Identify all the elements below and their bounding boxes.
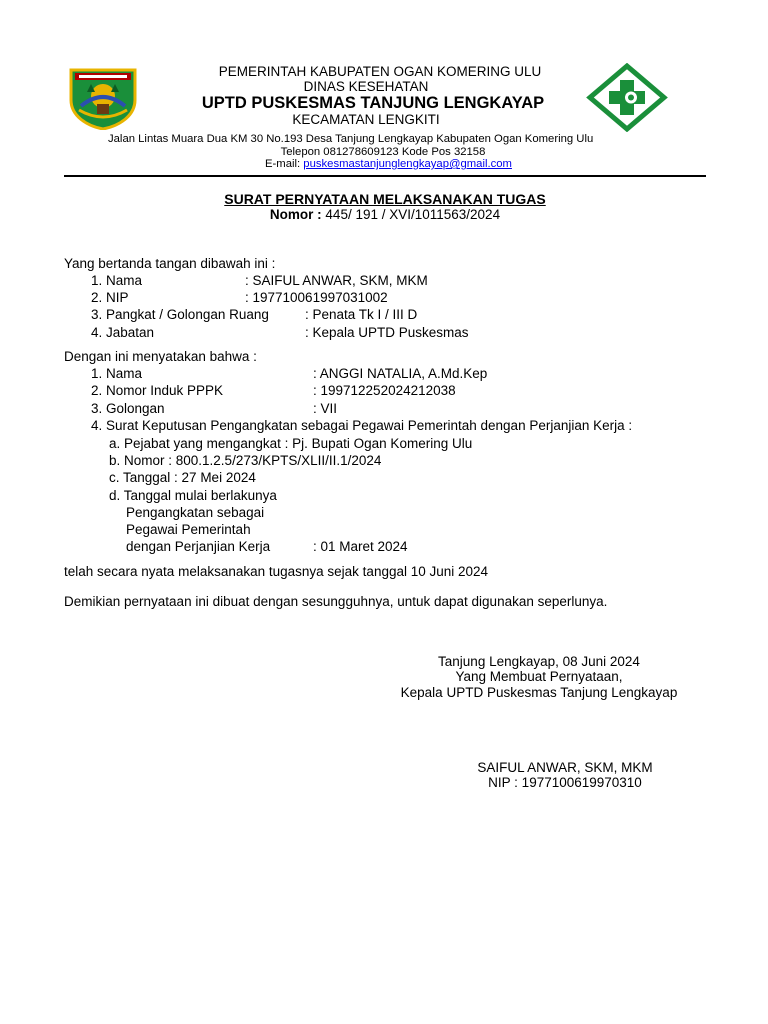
decree-effective-value: : 01 Maret 2024 (313, 539, 408, 554)
employee-grade-value: : VII (313, 401, 338, 416)
header-email-line (265, 158, 512, 171)
document-title: SURAT PERNYATAAN MELAKSANAKAN TUGAS (224, 191, 546, 207)
header-institution-title: UPTD PUSKESMAS TANJUNG LENGKAYAP (201, 94, 545, 112)
regency-crest-logo (67, 66, 139, 130)
decree-heading: 4. Surat Keputusan Pengangkatan sebagai Pegawai Pemerintah dengan Perjanjian Kerja : (91, 418, 633, 433)
nomor-value: 445/ 191 / XVI/1011563/2024 (325, 207, 501, 222)
decree-official: a. Pejabat yang mengangkat : Pj. Bupati Ogan Komering Ulu (109, 436, 473, 451)
employee-pppk-label: 2. Nomor Induk PPPK (91, 383, 224, 398)
signer-intro: Yang bertanda tangan dibawah ini : (64, 256, 276, 271)
puskesmas-logo (585, 63, 669, 132)
signer-nip-value: : 197710061997031002 (245, 290, 388, 305)
signer-name-label: 1. Nama (91, 273, 143, 288)
employee-grade-label: 3. Golongan (91, 401, 165, 416)
employee-name-label: 1. Nama (91, 366, 143, 381)
decree-number: b. Nomor : 800.1.2.5/273/KPTS/XLII/II.1/2024 (109, 453, 382, 468)
signature-role-line2: Kepala UPTD Puskesmas Tanjung Lengkayap (400, 685, 678, 700)
signer-position-label: 4. Jabatan (91, 325, 155, 340)
header-subdistrict: KECAMATAN LENGKITI (292, 112, 440, 127)
signatory-nip: NIP : 1977100619970310 (488, 775, 642, 790)
header-government: PEMERINTAH KABUPATEN OGAN KOMERING ULU (218, 64, 542, 79)
employee-name-value: : ANGGI NATALIA, A.Md.Kep (313, 366, 488, 381)
decree-effective-line4: dengan Perjanjian Kerja (126, 539, 271, 554)
letterhead-divider (64, 175, 706, 177)
decree-effective-line3: Pegawai Pemerintah (126, 522, 251, 537)
decree-effective-line1: d. Tanggal mulai berlakunya (109, 488, 277, 503)
signature-place-date: Tanjung Lengkayap, 08 Juni 2024 (438, 654, 640, 669)
closing-statement: Demikian pernyataan ini dibuat dengan sesungguhnya, untuk dapat digunakan seperlunya. (64, 594, 608, 609)
employee-pppk-value: : 199712252024212038 (313, 383, 456, 398)
signer-rank-label: 3. Pangkat / Golongan Ruang (91, 307, 269, 322)
ogan-komering-ulu-regency-crest-icon (67, 66, 139, 130)
header-phone: Telepon 081278609123 Kode Pos 32158 (280, 146, 486, 158)
signatory-name: SAIFUL ANWAR, SKM, MKM (477, 760, 653, 775)
decree-date: c. Tanggal : 27 Mei 2024 (109, 470, 256, 485)
signer-rank-value: : Penata Tk I / III D (305, 307, 418, 322)
document-number (64, 207, 706, 223)
header-address: Jalan Lintas Muara Dua KM 30 No.193 Desa Tanjung Lengkayap Kabupaten Ogan Komering Ulu (108, 133, 594, 145)
signer-position-value: : Kepala UPTD Puskesmas (305, 325, 469, 340)
statement-intro: Dengan ini menyatakan bahwa : (64, 349, 257, 364)
duty-start-statement: telah secara nyata melaksanakan tugasnya sejak tanggal 10 Juni 2024 (64, 564, 489, 579)
signer-nip-label: 2. NIP (91, 290, 129, 305)
puskesmas-green-cross-icon (585, 63, 669, 132)
email-link[interactable]: puskesmastanjunglengkayap@gmail.com (303, 158, 512, 170)
nomor-label: Nomor : (269, 207, 322, 222)
signer-name-value: : SAIFUL ANWAR, SKM, MKM (245, 273, 428, 288)
header-department: DINAS KESEHATAN (303, 79, 429, 94)
signature-role-line1: Yang Membuat Pernyataan, (455, 669, 623, 684)
decree-effective-line2: Pengangkatan sebagai (126, 505, 265, 520)
email-label: E-mail: (265, 158, 301, 170)
